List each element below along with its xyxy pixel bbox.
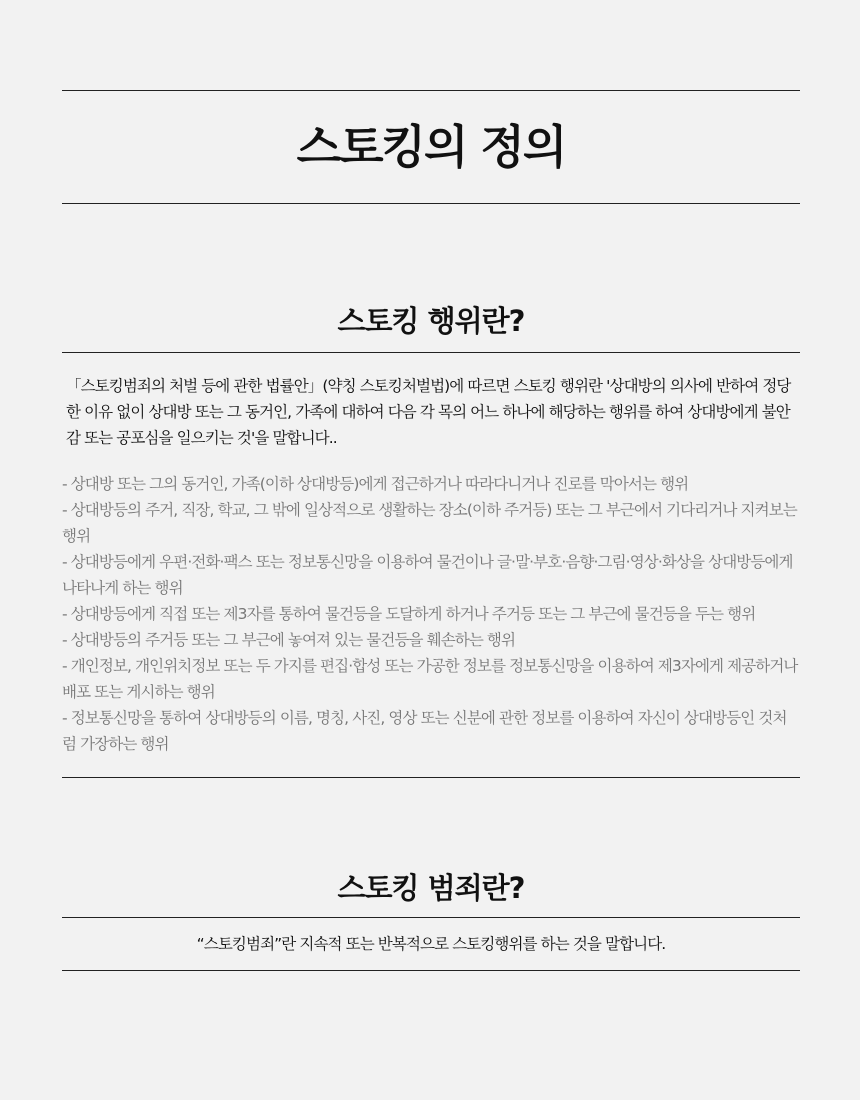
stalking-definition-page	[62, 0, 800, 971]
list-item: - 상대방등의 주거등 또는 그 부근에 놓여져 있는 물건등을 훼손하는 행위	[62, 631, 516, 649]
list-item: - 상대방등에게 우편·전화·팩스 또는 정보통신망을 이용하여 물건이나 글·말·부호·음향·그림·영상·화상을 상대방등에게 나타나게 하는 행위	[62, 553, 793, 597]
page-title: 스토킹의 정의	[296, 120, 566, 174]
list-item: - 상대방 또는 그의 동거인, 가족(이하 상대방등)에게 접근하거나 따라다니거나 진로를 막아서는 행위	[62, 475, 689, 493]
stalking-crime-section	[62, 866, 800, 971]
stalking-crime-definition: “스토킹범죄”란 지속적 또는 반복적으로 스토킹행위를 하는 것을 말합니다.	[196, 935, 666, 953]
stalking-act-bottom-divider	[62, 777, 800, 778]
title-bottom-divider	[62, 203, 800, 204]
list-item: - 상대방등에게 직접 또는 제3자를 통하여 물건등을 도달하게 하거나 주거등 또는 그 부근에 물건등을 두는 행위	[62, 605, 756, 623]
list-item: - 정보통신망을 통하여 상대방등의 이름, 명칭, 사진, 영상 또는 신분에 관한 정보를 이용하여 자신이 상대방등인 것처럼 가장하는 행위	[62, 709, 787, 753]
list-item: - 상대방등의 주거, 직장, 학교, 그 밖에 일상적으로 생활하는 장소(이하 주거등) 또는 그 부근에서 기다리거나 지켜보는 행위	[62, 501, 797, 545]
stalking-act-heading: 스토킹 행위란?	[337, 304, 525, 338]
stalking-crime-heading: 스토킹 범죄란?	[337, 871, 525, 905]
stalking-crime-bottom-divider	[62, 970, 800, 971]
stalking-act-heading-divider	[62, 352, 800, 353]
stalking-act-list	[62, 471, 800, 757]
stalking-act-lead: 「스토킹범죄의 처벌 등에 관한 법률안」(약칭 스토킹처벌법)에 따르면 스토킹 행위란 '상대방의 의사에 반하여 정당한 이유 없이 상대방 또는 그 동거인, 가족에 대하여 다음 각 목의 어느 하나에 해당하는 행위를 하여 상대방에게 불안감 또는 공포심을 일으키는 것'을 말합니다..	[66, 377, 791, 447]
list-item: - 개인정보, 개인위치정보 또는 두 가지를 편집·합성 또는 가공한 정보를 정보통신망을 이용하여 제3자에게 제공하거나 배포 또는 게시하는 행위	[62, 657, 798, 701]
stalking-act-section	[62, 299, 800, 778]
